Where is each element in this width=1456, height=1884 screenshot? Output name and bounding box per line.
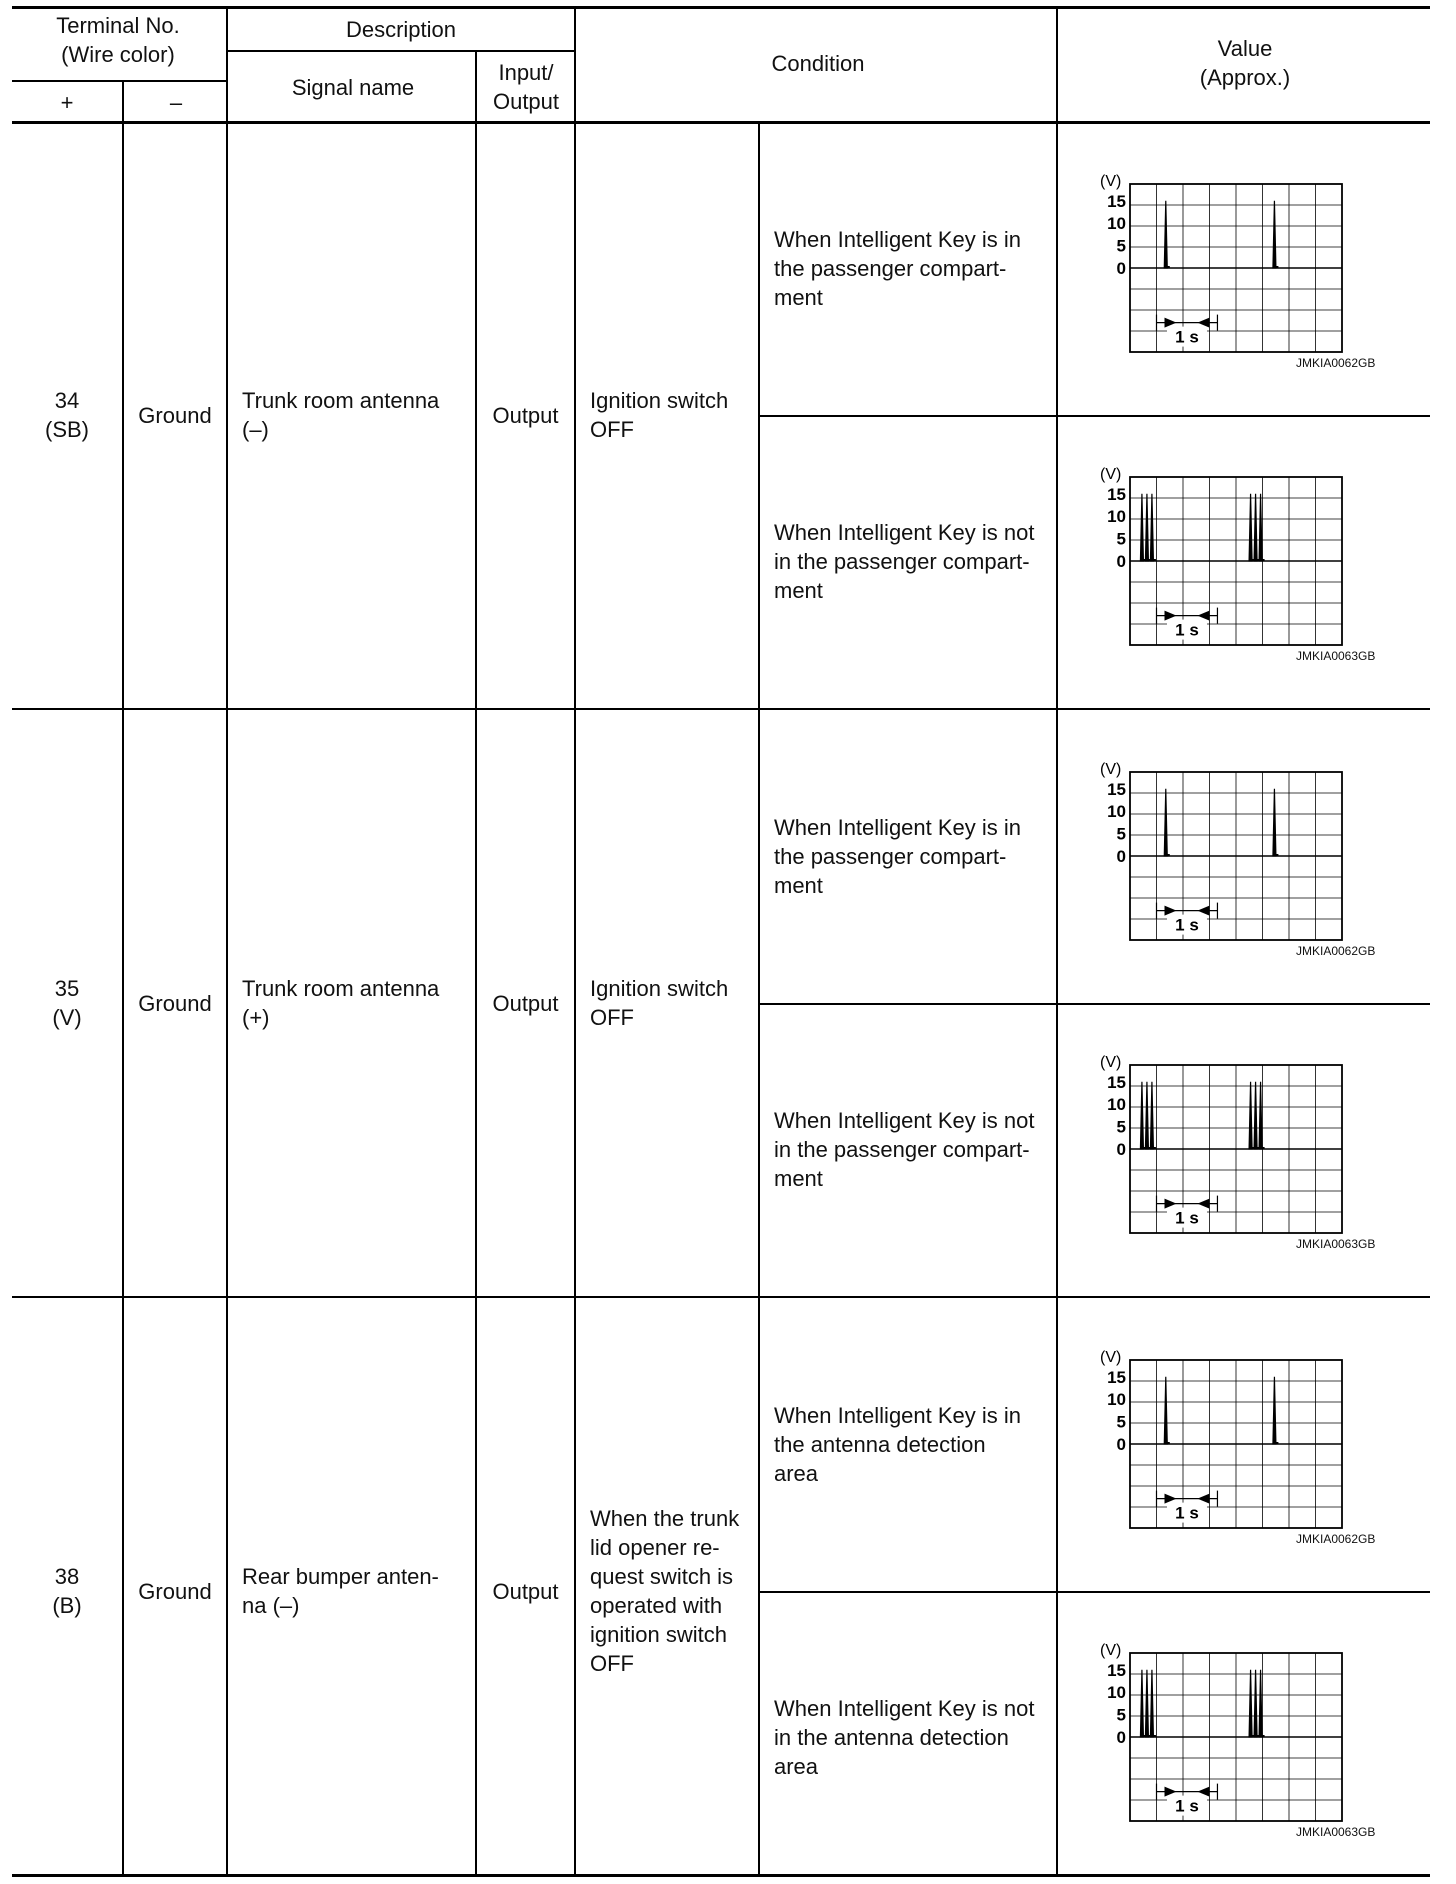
terminal-number: 34 (SB) (45, 388, 89, 442)
scope-y-tick-label: 0 (1116, 1140, 1126, 1159)
condition-detail: When Intelligent Key is in the antenna detection area (774, 1403, 1022, 1486)
column-divider (758, 122, 760, 1875)
signal-name: Trunk room antenna (–) (242, 388, 440, 442)
scope-pulse (1254, 1082, 1257, 1149)
scope-y-tick-label: 5 (1116, 1705, 1126, 1725)
oscilloscope-waveform (1066, 1633, 1356, 1823)
scope-y-tick-label: 0 (1116, 552, 1126, 571)
condition-detail: When Intelligent Key is not in the antenna detection area (774, 1696, 1035, 1779)
scope-pulse (1164, 789, 1167, 856)
time-arrow-left (1197, 1787, 1209, 1797)
scope-pulse (1140, 1670, 1143, 1737)
sub-row-divider (758, 1003, 1430, 1005)
scope-y-unit: (V) (1100, 466, 1122, 483)
scope-time-label: 1 s (1175, 327, 1199, 347)
time-arrow-right (1165, 906, 1177, 916)
time-arrow-left (1197, 318, 1209, 328)
scope-grid (1130, 772, 1342, 940)
condition-detail: When Intelligent Key is not in the passenger compart- ment (774, 520, 1035, 603)
scope-pulse (1249, 1082, 1252, 1149)
scope-time-label: 1 s (1175, 1208, 1199, 1228)
input-output: Output (492, 402, 559, 428)
condition-main: Ignition switch OFF (590, 388, 729, 442)
scope-grid (1130, 184, 1342, 352)
scope-y-unit: (V) (1100, 1349, 1122, 1366)
scope-pulse (1254, 1670, 1257, 1737)
scope-pulse (1254, 494, 1257, 561)
figure-code: JMKIA0063GB (1296, 649, 1376, 663)
scope-pulse (1273, 789, 1276, 856)
condition-main: When the trunk lid opener re- quest switch is operated with ignition switch OFF (590, 1506, 740, 1676)
scope-y-tick-label: 15 (1107, 779, 1126, 799)
figure-code: JMKIA0063GB (1296, 1237, 1376, 1251)
time-arrow-right (1165, 1787, 1177, 1797)
scope-y-tick-label: 5 (1116, 1117, 1126, 1137)
table-bottom-rule (12, 1874, 1430, 1877)
column-divider (122, 80, 124, 1875)
scope-pulse (1259, 1082, 1262, 1149)
condition-detail: When Intelligent Key is not in the passenger compart- ment (774, 1108, 1035, 1191)
sub-row-divider (758, 415, 1430, 417)
terminal-number: 38 (B) (52, 1564, 82, 1618)
time-arrow-left (1197, 611, 1209, 621)
ground-terminal: Ground (138, 990, 212, 1016)
header-description: Description (345, 16, 457, 42)
scope-pulse (1150, 1082, 1153, 1149)
scope-y-tick-label: 0 (1116, 1728, 1126, 1747)
header-minus: – (169, 89, 183, 115)
ground-terminal: Ground (138, 1578, 212, 1604)
oscilloscope-waveform (1066, 457, 1356, 647)
scope-pulse (1145, 1082, 1148, 1149)
scope-y-unit: (V) (1100, 761, 1122, 778)
scope-y-tick-label: 15 (1107, 1660, 1126, 1680)
scope-pulse (1164, 1377, 1167, 1444)
scope-pulse (1273, 1377, 1276, 1444)
scope-pulse (1249, 494, 1252, 561)
figure-code: JMKIA0062GB (1296, 356, 1376, 370)
scope-y-tick-label: 5 (1116, 824, 1126, 844)
condition-detail: When Intelligent Key is in the passenger compart- ment (774, 227, 1022, 310)
scope-pulse (1145, 494, 1148, 561)
time-arrow-right (1165, 1494, 1177, 1504)
header-divider (12, 80, 228, 82)
oscilloscope-waveform (1066, 164, 1356, 354)
scope-pulse (1259, 1670, 1262, 1737)
header-plus: + (60, 89, 74, 115)
scope-pulse (1249, 1670, 1252, 1737)
scope-y-tick-label: 10 (1107, 507, 1126, 527)
column-divider (475, 50, 477, 1875)
header-value: Value (Approx.) (1199, 36, 1291, 90)
scope-grid (1130, 1065, 1342, 1233)
header-input-output: Input/ Output (492, 60, 560, 114)
scope-y-tick-label: 15 (1107, 484, 1126, 504)
time-arrow-right (1165, 611, 1177, 621)
scope-pulse (1273, 201, 1276, 268)
scope-y-tick-label: 5 (1116, 236, 1126, 256)
scope-time-label: 1 s (1175, 915, 1199, 935)
scope-y-tick-label: 10 (1107, 1390, 1126, 1410)
header-divider (228, 50, 576, 52)
figure-code: JMKIA0062GB (1296, 1532, 1376, 1546)
header-condition: Condition (771, 50, 865, 76)
scope-y-tick-label: 15 (1107, 1072, 1126, 1092)
scope-grid (1130, 1653, 1342, 1821)
column-divider (574, 8, 576, 1875)
table-top-rule (12, 6, 1430, 9)
scope-y-tick-label: 10 (1107, 214, 1126, 234)
signal-name: Trunk room antenna (+) (242, 976, 440, 1030)
terminal-number: 35 (V) (52, 976, 82, 1030)
scope-y-unit: (V) (1100, 1642, 1122, 1659)
scope-time-label: 1 s (1175, 1796, 1199, 1816)
time-arrow-right (1165, 318, 1177, 328)
scope-pulse (1150, 1670, 1153, 1737)
time-arrow-left (1197, 1199, 1209, 1209)
input-output: Output (492, 1578, 559, 1604)
input-output: Output (492, 990, 559, 1016)
scope-time-label: 1 s (1175, 620, 1199, 640)
scope-pulse (1140, 494, 1143, 561)
scope-y-unit: (V) (1100, 173, 1122, 190)
header-terminal-no: Terminal No. (Wire color) (56, 13, 180, 67)
time-arrow-right (1165, 1199, 1177, 1209)
scope-y-tick-label: 0 (1116, 1435, 1126, 1454)
scope-grid (1130, 1360, 1342, 1528)
signal-name: Rear bumper anten- na (–) (242, 1564, 439, 1618)
scope-grid (1130, 477, 1342, 645)
column-divider (1056, 8, 1058, 1875)
header-signal-name: Signal name (291, 74, 415, 100)
oscilloscope-waveform (1066, 752, 1356, 942)
scope-pulse (1164, 201, 1167, 268)
sub-row-divider (758, 1591, 1430, 1593)
condition-main: Ignition switch OFF (590, 976, 729, 1030)
scope-y-tick-label: 5 (1116, 1412, 1126, 1432)
time-arrow-left (1197, 906, 1209, 916)
scope-y-tick-label: 5 (1116, 529, 1126, 549)
scope-y-tick-label: 0 (1116, 259, 1126, 278)
scope-y-tick-label: 15 (1107, 1367, 1126, 1387)
header-bottom-rule (12, 121, 1430, 124)
scope-pulse (1259, 494, 1262, 561)
scope-pulse (1145, 1670, 1148, 1737)
figure-code: JMKIA0063GB (1296, 1825, 1376, 1839)
ground-terminal: Ground (138, 402, 212, 428)
column-divider (226, 8, 228, 1875)
oscilloscope-waveform (1066, 1340, 1356, 1530)
time-arrow-left (1197, 1494, 1209, 1504)
scope-time-label: 1 s (1175, 1503, 1199, 1523)
condition-detail: When Intelligent Key is in the passenger compart- ment (774, 815, 1022, 898)
scope-y-unit: (V) (1100, 1054, 1122, 1071)
scope-y-tick-label: 10 (1107, 802, 1126, 822)
scope-y-tick-label: 0 (1116, 847, 1126, 866)
scope-y-tick-label: 15 (1107, 191, 1126, 211)
scope-pulse (1150, 494, 1153, 561)
scope-y-tick-label: 10 (1107, 1683, 1126, 1703)
oscilloscope-waveform (1066, 1045, 1356, 1235)
scope-y-tick-label: 10 (1107, 1095, 1126, 1115)
scope-pulse (1140, 1082, 1143, 1149)
figure-code: JMKIA0062GB (1296, 944, 1376, 958)
